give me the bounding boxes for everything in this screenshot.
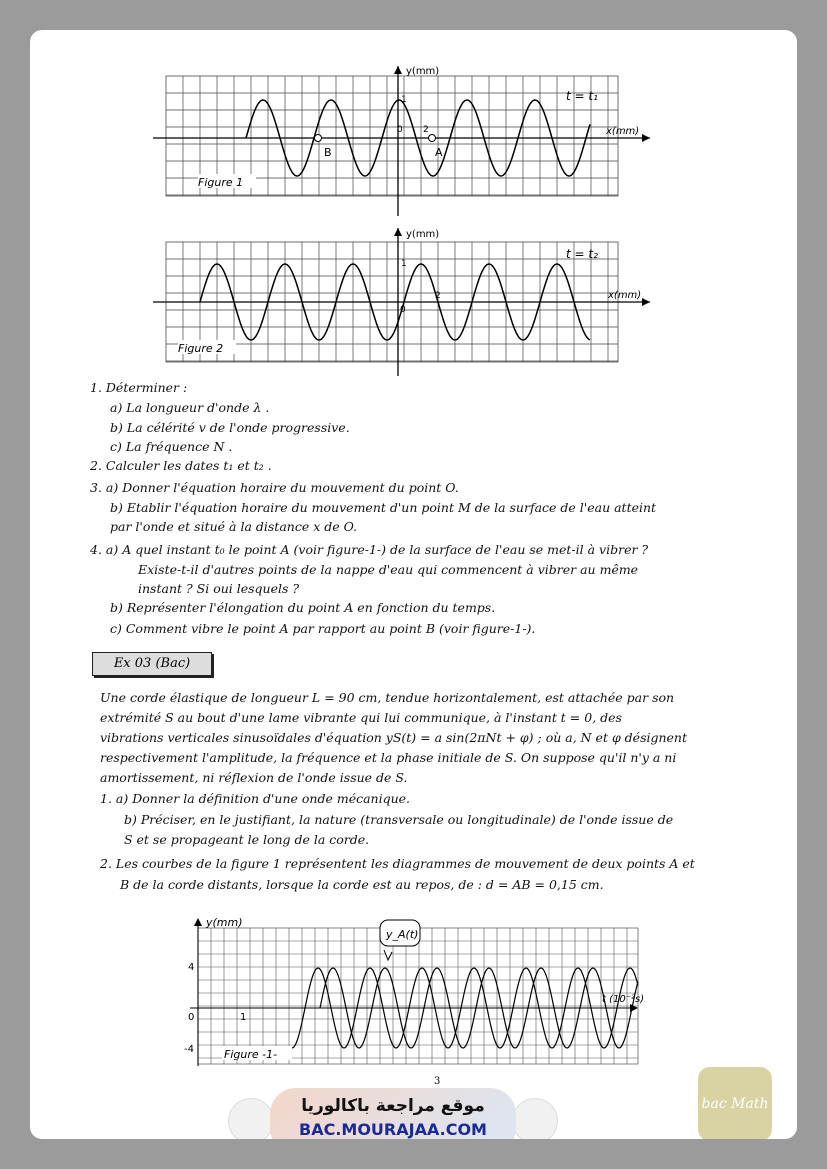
fig3-ya-label: y_A(t) [386,928,419,941]
fig1-tick-y: 1 [401,95,407,105]
question-3a: 3. a) Donner l'équation horaire du mouvement du point O. [90,480,459,495]
fig1-tick-x: 2 [423,125,429,135]
fig3-y-label: y(mm) [206,916,243,929]
exercise-item-2: 2. Les courbes de la figure 1 représentent les diagrammes de mouvement de deux points A et [100,856,695,871]
question-1a: a) La longueur d'onde λ . [110,400,270,415]
bac-math-logo: bac Math [698,1067,772,1139]
question-4a-cont1: Existe-t-il d'autres points de la nappe d'eau qui commencent à vibrer au même [138,562,639,577]
question-1c: c) La fréquence N . [110,439,233,454]
fig2-tick-y: 1 [401,259,407,269]
fig1-x-label: x(mm) [606,126,640,137]
question-4b: b) Représenter l'élongation du point A en fonction du temps. [110,600,496,615]
question-2: 2. Calculer les dates t₁ et t₂ . [90,458,272,473]
fig3-tick-origin: 0 [188,1012,195,1023]
fig1-time-label: t = t₁ [566,89,598,103]
fig1-caption: Figure 1 [198,176,244,189]
footer-url-link[interactable]: BAC.MOURAJAA.COM [299,1120,487,1139]
fig2-tick-origin: 0 [400,305,406,315]
right-site-logo-icon [512,1098,558,1139]
fig1-tick-origin: 0 [397,125,403,135]
question-4c: c) Comment vibre le point A par rapport au point B (voir figure-1-). [110,621,536,636]
exercise-item-1b-cont: S et se propageant le long de la corde. [124,832,370,847]
exercise-item-1a: 1. a) Donner la définition d'une onde mécanique. [100,791,411,806]
exercise-para-line-5: amortissement, ni réflexion de l'onde issue de S. [100,770,408,785]
question-4a: 4. a) A quel instant t₀ le point A (voir figure-1-) de la surface de l'eau se met-il à vibrer ? [90,542,649,557]
exercise-para-line-1: Une corde élastique de longueur L = 90 cm, tendue horizontalement, est attachée par son [100,690,675,705]
question-1: 1. Déterminer : [90,380,188,395]
footer-banner[interactable] [270,1088,516,1139]
fig2-tick-x: 2 [435,291,441,301]
fig1-point-b: B [324,146,332,159]
document-page [30,30,797,1139]
exercise-title-box: Ex 03 (Bac) [92,652,212,676]
fig2-y-label: y(mm) [406,229,440,240]
exercise-para-line-2: extrémité S au bout d'une lame vibrante qui lui communique, à l'instant t = 0, des [100,710,622,725]
exercise-item-2-cont: B de la corde distants, lorsque la corde est au repos, de : d = AB = 0,15 cm. [120,877,604,892]
figure-2-graph [138,228,658,378]
figure-1-graph [138,66,658,226]
fig3-tick-4: 4 [188,962,195,973]
fig3-tick-x: 1 [240,1012,247,1023]
fig2-x-label: x(mm) [608,290,642,301]
question-4a-cont2: instant ? Si oui lesquels ? [138,581,300,596]
question-3b: b) Etablir l'équation horaire du mouvement d'un point M de la surface de l'eau atteint [110,500,657,515]
question-3b-cont: par l'onde et situé à la distance x de O. [110,519,358,534]
fig3-caption: Figure -1- [224,1048,278,1061]
fig1-point-a: A [435,146,443,159]
fig1-y-label: y(mm) [406,66,440,77]
fig3-x-label: t (10⁻²s) [602,994,645,1005]
exercise-item-1b: b) Préciser, en le justifiant, la nature (transversale ou longitudinale) de l'onde issue de [124,812,674,827]
left-site-logo-icon [228,1098,274,1139]
question-1b: b) La célérité v de l'onde progressive. [110,420,350,435]
page-number: 3 [434,1076,441,1087]
figure-3-graph [170,916,670,1076]
fig2-caption: Figure 2 [178,342,224,355]
footer-arabic-title: موقع مراجعة باكالوريا [301,1096,485,1116]
fig3-tick-m4: -4 [184,1044,194,1055]
fig2-time-label: t = t₂ [566,247,598,261]
exercise-para-line-3: vibrations verticales sinusoïdales d'équation yS(t) = a sin(2πNt + φ) ; où a, N et φ désignent [100,730,688,745]
exercise-para-line-4: respectivement l'amplitude, la fréquence et la phase initiale de S. On suppose qu'il n'y a ni [100,750,677,765]
